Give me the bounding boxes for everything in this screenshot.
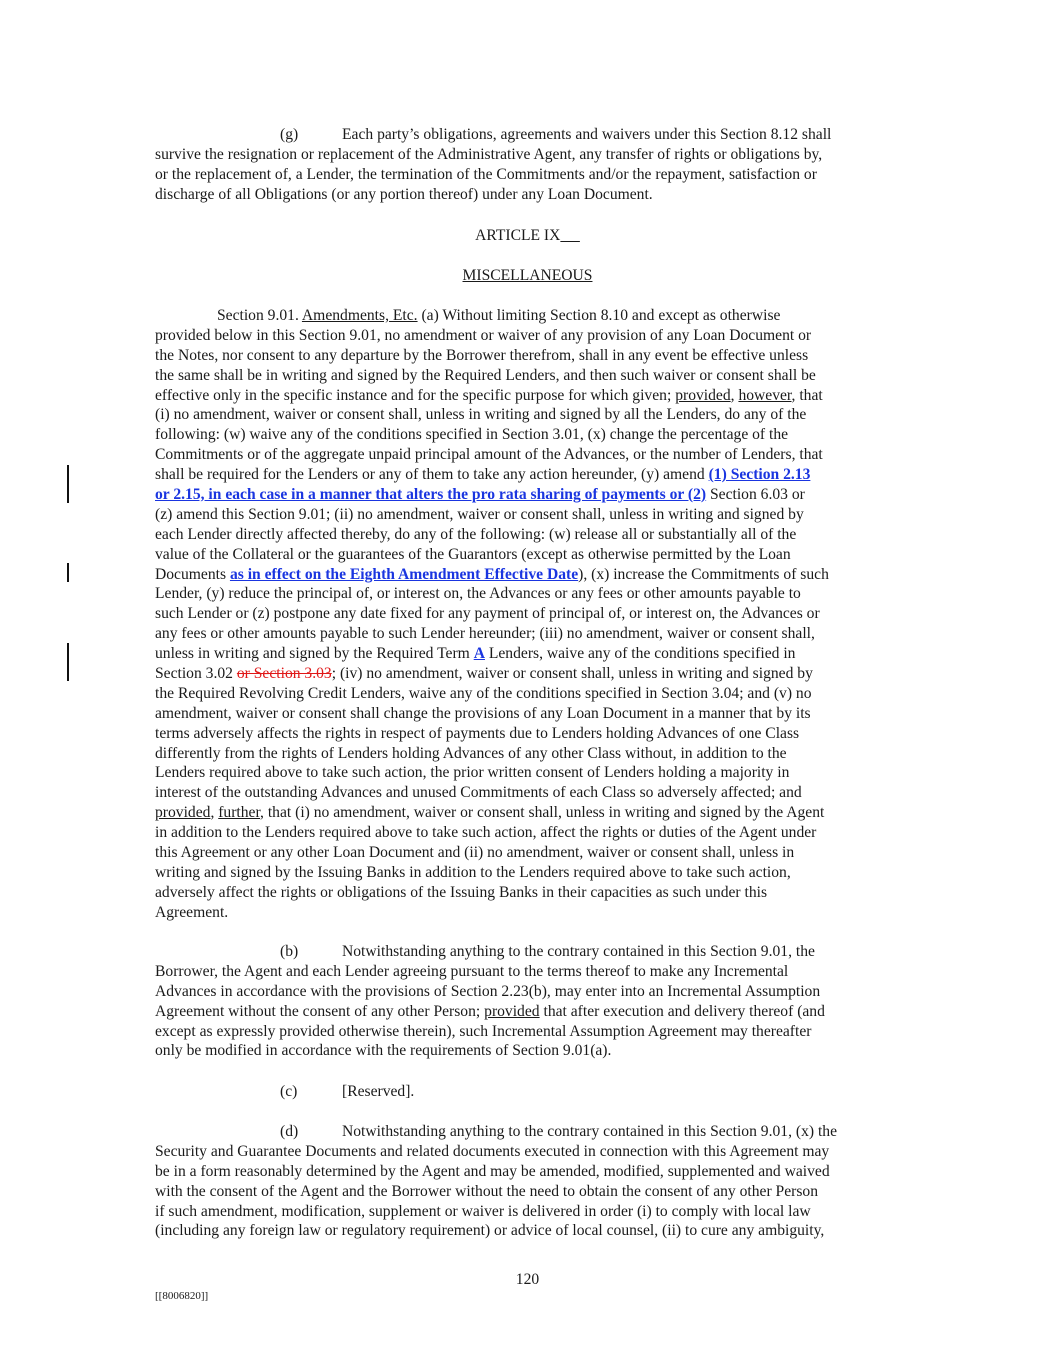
inserted-text: (1) Section 2.13 xyxy=(708,466,811,484)
section-9-01: Section 9.01. Amendments, Etc. (a) Without limiting Section 8.10 and except as otherwise provided below in this Section 9.01, no amendment or waiver of any provision of any Loan Document or the Notes, nor consent to any departure by the Borrower therefrom, shall in any event be effective unless the same shall be in writing and signed by the Required Lenders, and then such waiver or consent shall be effective only in the specific instance and for the specific purpose for which given; provided, however, that (i) no amendment, waiver or consent shall, unless in writing and signed by all the Lenders, do any of the following: (w) waive any of the conditions specified in Section 3.01, (x) change the percentage of the Commitments or of the aggregate unpaid principal amount of the Advances, or the number of Lenders, that shall be required for the Lenders or any of them to take any action hereunder, (y) amend (1) Section 2.13 or 2.15, in each case in a manner that alters the pro rata sharing of payments or (2) Section 6.03 or (z) amend this Section 9.01; (ii) no amendment, waiver or consent shall, unless in writing and signed by each Lender directly affected thereby, do any of the following: (w) release all or substantially all of the value of the Collateral or the guarantees of the Guarantors (except as otherwise permitted by the Loan Documents as in effect on the Eighth Amendment Effective Date), (x) increase the Commitments of such Lender, (y) reduce the principal of, or interest on, the Advances or any fees or other amounts payable to such Lender or (z) postpone any date fixed for any payment of principal of, or interest on, the Advances or any fees or other amounts payable to such Lender hereunder; (iii) no amendment, waiver or consent shall, unless in writing and signed by the Required Term A Lenders, waive any of the conditions specified in Section 3.02 or Section 3.03; (iv) no amendment, waiver or consent shall, unless in writing and signed by the Required Revolving Credit Lenders, waive any of the conditions specified in Section 3.04; and (v) no amendment, waiver or consent shall change the provisions of any Loan Document in a manner that by its terms adversely affects the rights in respect of payments due to Lenders holding Advances of one Class differently from the rights of Lenders holding Advances of any other Class without, in addition to the Lenders required above to take such action, the prior written consent of Lenders holding a majority in interest of the outstanding Advances and unused Commitments of each Class so adversely affected; and provided, further, that (i) no amendment, waiver or consent shall, unless in writing and signed by the Agent in addition to the Lenders required above to take such action, affect the rights or duties of the Agent under this Agreement or any other Loan Document and (ii) no amendment, waiver or consent shall, unless in writing and signed by the Issuing Banks in addition to the Lenders required above to take such action, adversely affect the rights or obligations of the Issuing Banks in their capacities as such under this Agreement. xyxy=(155,307,829,921)
change-bar xyxy=(67,643,69,681)
paragraph-b: (b) Notwithstanding anything to the contrary contained in this Section 9.01, the Borrower, the Agent and each Lender agreeing pursuant to the terms thereof to make any Incremental Advances in accordance with the provisions of Section 2.23(b), may enter into an Incremental Assumption Agreement without the consent of any other Person; provided that after execution and delivery thereof (and except as expressly provided otherwise therein), such Incremental Assumption Agreement may thereafter only be modified in accordance with the requirements of Section 9.01(a). xyxy=(155,943,825,1060)
paragraph-c: (c) [Reserved]. xyxy=(280,1083,415,1100)
paragraph-d: (d) Notwithstanding anything to the contrary contained in this Section 9.01, (x) the Security and Guarantee Documents and related documents executed in connection with this Agreement may be in a form reasonably determined by the Agent and may be amended, modified, supplemented and waived with the consent of the Agent and the Borrower without the need to obtain the consent of any other Person if such amendment, modification, supplement or waiver is delivered in order (i) to comply with local law (including any foreign law or regulatory requirement) or advice of local counsel, (ii) to cure any ambiguity, xyxy=(155,1123,838,1240)
para-label: (b) xyxy=(280,943,299,960)
para-label: (d) xyxy=(280,1123,299,1140)
page-number: 120 xyxy=(515,1271,540,1288)
inserted-text: or 2.15, in each case in a manner that alters the pro rata sharing of payments or (2) xyxy=(155,486,707,504)
paragraph-g: (g) Each party’s obligations, agreements and waivers under this Section 8.12 shall survive the resignation or replacement of the Administrative Agent, any transfer of rights or obligations by, or the replacement of, a Lender, the termination of the Commitments and/or the repayment, satisfaction or discharge of all Obligations (or any portion thereof) under any Loan Document. xyxy=(155,126,832,203)
change-bar xyxy=(67,563,69,582)
section-title: Amendments, Etc. xyxy=(301,307,418,324)
document-id: [[8006820]] xyxy=(155,1290,209,1302)
deleted-text: or Section 3.03 xyxy=(236,665,332,683)
section-label: Section 9.01. xyxy=(217,307,299,324)
article-heading: MISCELLANEOUS xyxy=(462,267,593,284)
change-bar xyxy=(67,465,69,503)
para-label: (g) xyxy=(280,126,299,143)
inserted-text: A xyxy=(473,645,485,663)
article-title: ARTICLE IX xyxy=(475,227,561,244)
para-label: (c) xyxy=(280,1083,298,1100)
inserted-text: as in effect on the Eighth Amendment Effective Date xyxy=(229,565,579,583)
